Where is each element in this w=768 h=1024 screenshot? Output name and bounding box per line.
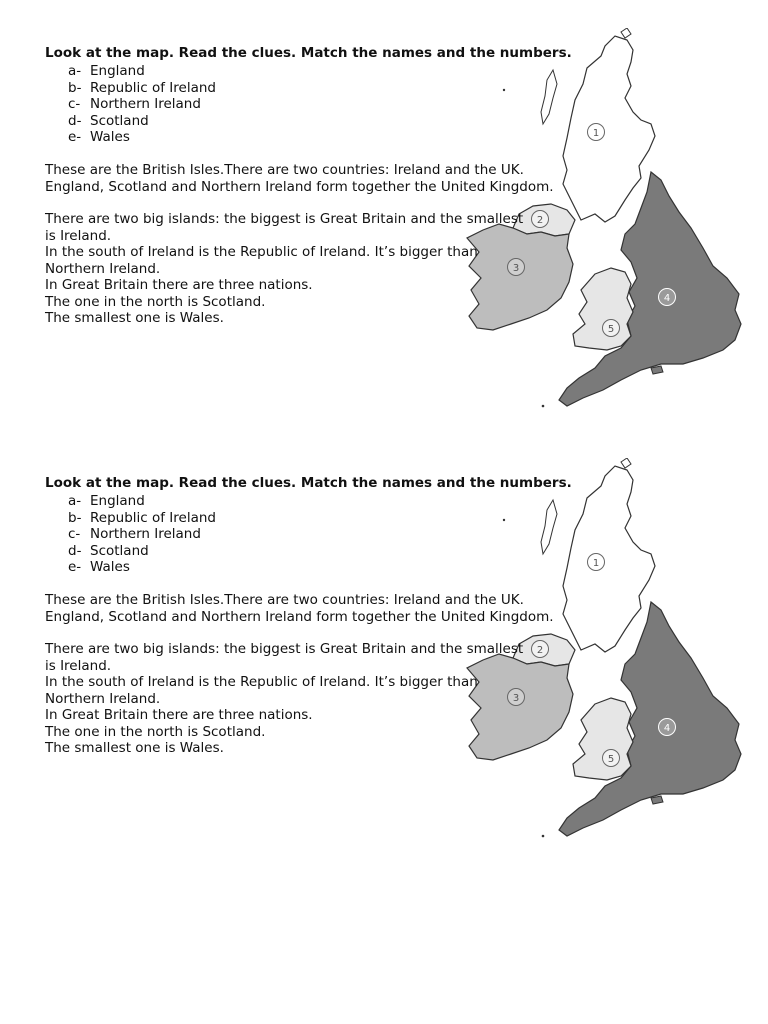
islet-dot	[503, 519, 505, 521]
worksheet-1	[0, 0, 768, 420]
option-letter: a-	[68, 63, 82, 79]
hebrides-island	[541, 500, 557, 554]
worksheet-title: Look at the map. Read the clues. Match the names and the numbers.	[45, 45, 572, 61]
intro-paragraph	[45, 162, 554, 195]
map-number-5-label: 5	[607, 324, 615, 335]
map-number-5-label: 5	[607, 754, 615, 765]
clues-paragraph	[45, 211, 523, 327]
option-item	[68, 80, 216, 97]
scotland-region	[563, 466, 655, 652]
northern-islet	[621, 458, 631, 468]
answer-options-list	[68, 493, 216, 576]
option-letter: d-	[68, 112, 82, 129]
worksheet-2	[0, 430, 768, 850]
worksheet-title: Look at the map. Read the clues. Match the names and the numbers.	[45, 475, 572, 491]
isle-of-wight	[651, 366, 663, 374]
option-letter: a-	[68, 493, 82, 509]
option-letter: c-	[68, 526, 81, 542]
option-letter: d-	[68, 542, 82, 559]
option-item	[68, 113, 216, 130]
map-number-2	[532, 211, 549, 228]
map-number-2-label: 2	[536, 645, 544, 656]
option-name: Republic of Ireland	[90, 79, 216, 96]
text-line: There are two big islands: the biggest is Great Britain and the smallest	[45, 211, 524, 227]
text-line: Northern Ireland.	[45, 690, 161, 707]
option-name: Northern Ireland	[90, 526, 201, 542]
map-number-4	[659, 719, 676, 736]
text-line: In Great Britain there are three nations.	[45, 707, 313, 723]
option-item	[68, 510, 216, 527]
option-item	[68, 493, 216, 510]
option-name: Wales	[90, 129, 130, 145]
map-number-5	[603, 750, 620, 767]
text-line: In the south of Ireland is the Republic of Ireland. It’s bigger than	[45, 244, 478, 260]
option-item	[68, 543, 216, 560]
intro-paragraph	[45, 592, 554, 625]
option-name: Scotland	[90, 542, 149, 559]
text-line: England, Scotland and Northern Ireland form together the United Kingdom.	[45, 178, 554, 195]
wales-region	[573, 268, 633, 350]
option-name: Republic of Ireland	[90, 509, 216, 526]
answer-options-list	[68, 63, 216, 146]
text-line: In the south of Ireland is the Republic of Ireland. It’s bigger than	[45, 674, 478, 690]
text-line: is Ireland.	[45, 227, 112, 244]
text-line: These are the British Isles.There are two countries: Ireland and the UK.	[45, 592, 524, 608]
map-number-3-label: 3	[512, 263, 520, 274]
scilly-dot	[542, 835, 545, 838]
map-number-1	[588, 124, 605, 141]
option-item	[68, 96, 216, 113]
text-line: The one in the north is Scotland.	[45, 293, 266, 310]
option-item	[68, 63, 216, 80]
option-name: England	[90, 63, 145, 79]
scotland-region	[563, 36, 655, 222]
text-line: The smallest one is Wales.	[45, 740, 224, 756]
wales-region	[573, 698, 633, 780]
map-number-4	[659, 289, 676, 306]
option-name: Northern Ireland	[90, 96, 201, 112]
option-name: England	[90, 493, 145, 509]
text-line: The one in the north is Scotland.	[45, 723, 266, 740]
text-line: There are two big islands: the biggest is Great Britain and the smallest	[45, 641, 524, 657]
map-number-2	[532, 641, 549, 658]
text-line: Northern Ireland.	[45, 260, 161, 277]
map-number-2-label: 2	[536, 215, 544, 226]
islet-dot	[503, 89, 505, 91]
option-item	[68, 526, 216, 543]
option-letter: c-	[68, 96, 81, 112]
option-name: Scotland	[90, 112, 149, 129]
clues-paragraph	[45, 641, 523, 757]
map-number-4-label: 4	[663, 293, 671, 304]
option-item	[68, 559, 216, 576]
map-number-1-label: 1	[592, 128, 600, 139]
text-line: The smallest one is Wales.	[45, 310, 224, 326]
text-line: In Great Britain there are three nations.	[45, 277, 313, 293]
map-number-5	[603, 320, 620, 337]
option-name: Wales	[90, 559, 130, 575]
map-number-1	[588, 554, 605, 571]
scilly-dot	[542, 405, 545, 408]
text-line: These are the British Isles.There are two countries: Ireland and the UK.	[45, 162, 524, 178]
text-line: England, Scotland and Northern Ireland form together the United Kingdom.	[45, 608, 554, 625]
map-number-4-label: 4	[663, 723, 671, 734]
option-letter: e-	[68, 559, 82, 575]
option-letter: e-	[68, 129, 82, 145]
option-letter: b-	[68, 79, 82, 96]
option-item	[68, 129, 216, 146]
hebrides-island	[541, 70, 557, 124]
text-line: is Ireland.	[45, 657, 112, 674]
map-number-1-label: 1	[592, 558, 600, 569]
isle-of-wight	[651, 796, 663, 804]
map-number-3-label: 3	[512, 693, 520, 704]
option-letter: b-	[68, 509, 82, 526]
northern-islet	[621, 28, 631, 38]
